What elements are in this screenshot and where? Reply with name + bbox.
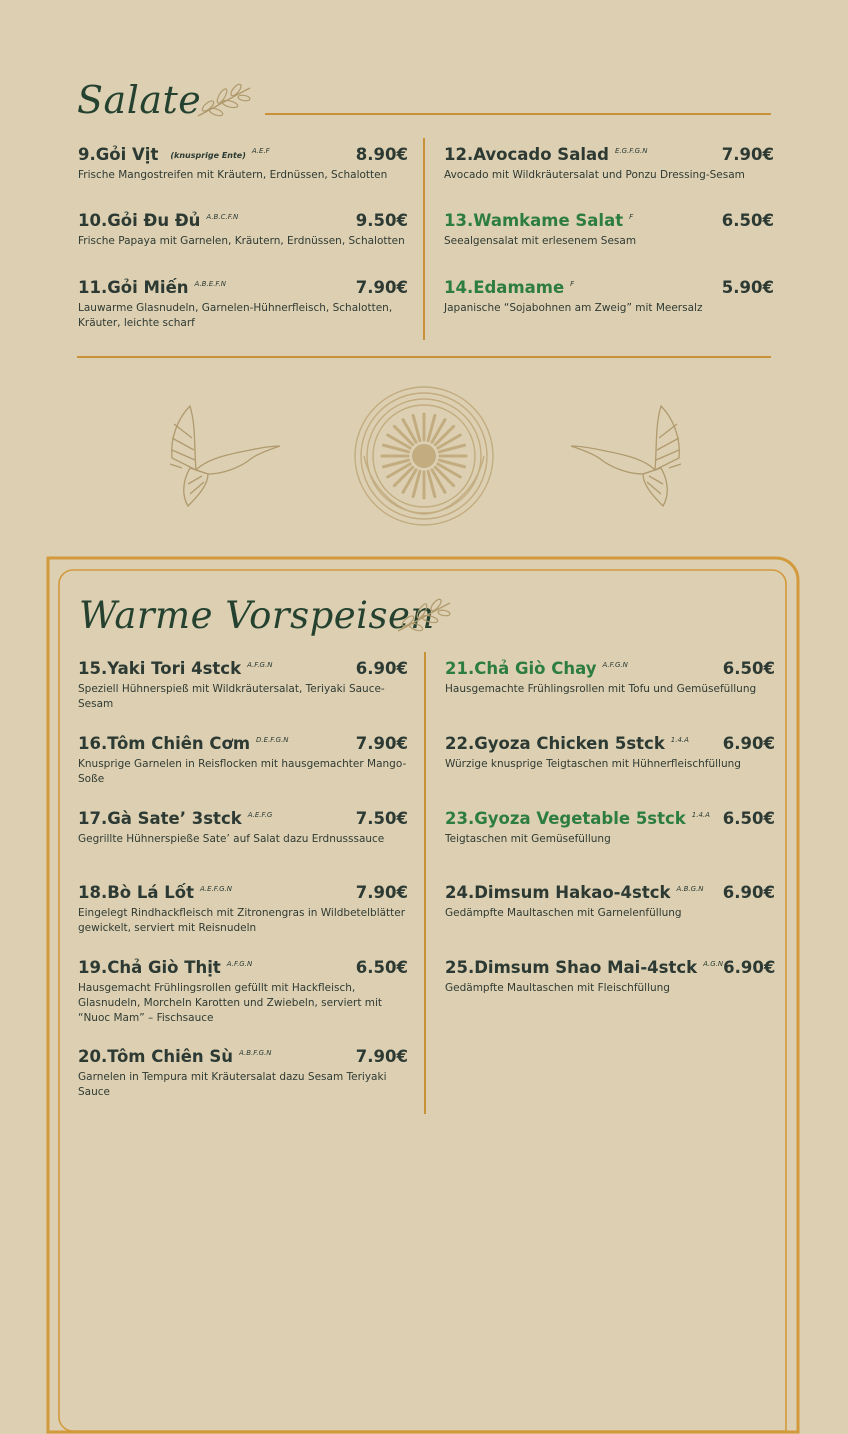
item-description: Eingelegt Rindhackfleisch mit Zitronengras in Wildbetelblätter gewickelt, serviert mit Reisnudeln [78, 907, 406, 934]
item-name: 17.Gà Sate’ 3stck $^{A.E.F.G}$ [78, 809, 273, 828]
item-price: 9.50€ [355, 211, 408, 230]
item-name: 15.Yaki Tori 4stck $^{A.F.G.N}$ [78, 659, 273, 678]
item-allergens: F [629, 213, 634, 221]
item-description: Seealgensalat mit erlesenem Sesam [444, 235, 637, 247]
item-price: 5.90€ [721, 278, 774, 297]
item-price: 6.90€ [723, 958, 776, 977]
item-name: 14.Edamame $^F$ [444, 278, 575, 297]
item-description: Knusprige Garnelen in Reisflocken mit hausgemachter Mango-Soße [78, 758, 407, 785]
item-name: 24.Dimsum Hakao-4stck $^{A.B.G.N}$ [445, 883, 704, 902]
item-allergens: A.F.G.N [226, 960, 253, 968]
item-description: Hausgemacht Frühlingsrollen gefüllt mit Hackfleisch, Glasnudeln, Morcheln Karotten und Zwiebeln, serviert mit “Nuoc Mam” – Fischsauce [78, 982, 383, 1024]
item-price: 7.90€ [355, 734, 408, 753]
item-name: 11.Gỏi Miến $^{A.B.E.F.N}$ [78, 278, 226, 297]
menu-item [78, 883, 408, 936]
item-allergens: A.E.F.G.N [200, 885, 233, 893]
item-name: 25.Dimsum Shao Mai-4stck $^{A.G.N}$ [445, 958, 724, 977]
menu-item [445, 958, 775, 996]
menu-item [78, 145, 408, 183]
item-description: Frische Papaya mit Garnelen, Kräutern, Erdnüssen, Schalotten [78, 235, 405, 247]
item-name: 12.Avocado Salad $^{E.G.F.G.N}$ [444, 145, 648, 164]
item-allergens: E.G.F.G.N [614, 147, 648, 155]
item-price: 6.50€ [722, 659, 775, 678]
item-name: 22.Gyoza Chicken 5stck $^{1.4.A}$ [445, 734, 689, 753]
item-allergens: A.E.F.G [247, 811, 273, 819]
item-description: Gedämpfte Maultaschen mit Garnelenfüllung [445, 907, 682, 919]
menu-item [444, 211, 774, 249]
item-description: Lauwarme Glasnudeln, Garnelen-Hühnerfleisch, Schalotten, Kräuter, leichte scharf [78, 302, 393, 329]
item-price: 7.90€ [721, 145, 774, 164]
item-price: 7.90€ [355, 278, 408, 297]
salate-title-rule [265, 113, 771, 115]
item-allergens: A.F.G.N [602, 661, 628, 669]
menu-item [445, 883, 775, 921]
item-description: Gedämpfte Maultaschen mit Fleischfüllung [445, 982, 670, 994]
menu-item [78, 659, 408, 712]
menu-item [78, 278, 408, 331]
menu-item [444, 145, 774, 183]
item-allergens: A.B.E.F.N [194, 280, 226, 288]
item-price: 8.90€ [355, 145, 408, 164]
item-allergens: A.B.C.F.N [206, 213, 239, 221]
item-description: Japanische “Sojabohnen am Zweig” mit Meersalz [444, 302, 703, 314]
item-price: 6.50€ [355, 958, 408, 977]
item-price: 7.90€ [355, 1047, 408, 1066]
sun-medallion-icon [352, 382, 496, 530]
item-allergens: A.G.N [703, 960, 724, 968]
item-description: Hausgemachte Frühlingsrollen mit Tofu und Gemüsefüllung [445, 683, 757, 695]
salate-column-divider [423, 138, 425, 340]
item-name: 21.Chả Giò Chay $^{A.F.G.N}$ [445, 659, 628, 678]
item-allergens: 1.4.A [691, 811, 710, 819]
item-description: Frische Mangostreifen mit Kräutern, Erdnüssen, Schalotten [78, 169, 388, 181]
item-allergens: A.B.G.N [676, 885, 704, 893]
item-allergens: A.E.F [251, 147, 270, 155]
salate-bottom-rule [77, 356, 771, 358]
item-name: 18.Bò Lá Lốt $^{A.E.F.G.N}$ [78, 883, 233, 902]
item-allergens: 1.4.A [670, 736, 689, 744]
item-name: 9.Gỏi Vịt (knusprige Ente) $^{A.E.F}$ [78, 145, 270, 164]
item-description: Speziell Hühnerspieß mit Wildkräutersalat, Teriyaki Sauce-Sesam [78, 683, 385, 710]
menu-item [445, 809, 775, 847]
olive-branch-icon [194, 82, 254, 122]
item-allergens: A.B.F.G.N [239, 1049, 272, 1057]
warme-title: Warme Vorspeisen [79, 594, 435, 637]
menu-item [78, 809, 408, 847]
item-name: 20.Tôm Chiên Sù $^{A.B.F.G.N}$ [78, 1047, 272, 1066]
item-description: Gegrillte Hühnerspieße Sate’ auf Salat dazu Erdnusssauce [78, 833, 385, 845]
item-description: Würzige knusprige Teigtaschen mit Hühnerfleischfüllung [445, 758, 741, 770]
item-description: Avocado mit Wildkräutersalat und Ponzu Dressing-Sesam [444, 169, 745, 181]
menu-item [445, 659, 775, 697]
item-allergens: F [570, 280, 575, 288]
item-price: 6.90€ [355, 659, 408, 678]
item-price: 6.50€ [722, 809, 775, 828]
item-name: 19.Chả Giò Thịt $^{A.F.G.N}$ [78, 958, 253, 977]
item-name: 10.Gỏi Đu Đủ $^{A.B.C.F.N}$ [78, 211, 239, 230]
item-allergens: A.F.G.N [247, 661, 273, 669]
menu-item [78, 211, 408, 249]
menu-item [78, 958, 408, 1026]
item-description: Teigtaschen mit Gemüsefüllung [445, 833, 611, 845]
crane-right-icon [566, 398, 691, 518]
menu-item [78, 734, 408, 787]
menu-item [78, 1047, 408, 1100]
item-allergens: D.E.F.G.N [256, 736, 289, 744]
salate-title: Salate [77, 78, 202, 122]
item-name: 16.Tôm Chiên Cơm $^{D.E.F.G.N}$ [78, 734, 289, 753]
menu-item [445, 734, 775, 772]
item-price: 7.90€ [355, 883, 408, 902]
item-description: Garnelen in Tempura mit Kräutersalat dazu Sesam Teriyaki Sauce [78, 1071, 387, 1098]
item-price: 6.90€ [722, 734, 775, 753]
item-name: 23.Gyoza Vegetable 5stck $^{1.4.A}$ [445, 809, 710, 828]
item-name: 13.Wamkame Salat $^F$ [444, 211, 634, 230]
olive-branch-icon [394, 597, 454, 637]
item-price: 6.50€ [721, 211, 774, 230]
menu-item [444, 278, 774, 316]
warme-column-divider [424, 652, 426, 1114]
crane-left-icon [160, 398, 285, 518]
item-note: (knusprige Ente) [170, 151, 246, 160]
item-price: 6.90€ [722, 883, 775, 902]
item-price: 7.50€ [355, 809, 408, 828]
